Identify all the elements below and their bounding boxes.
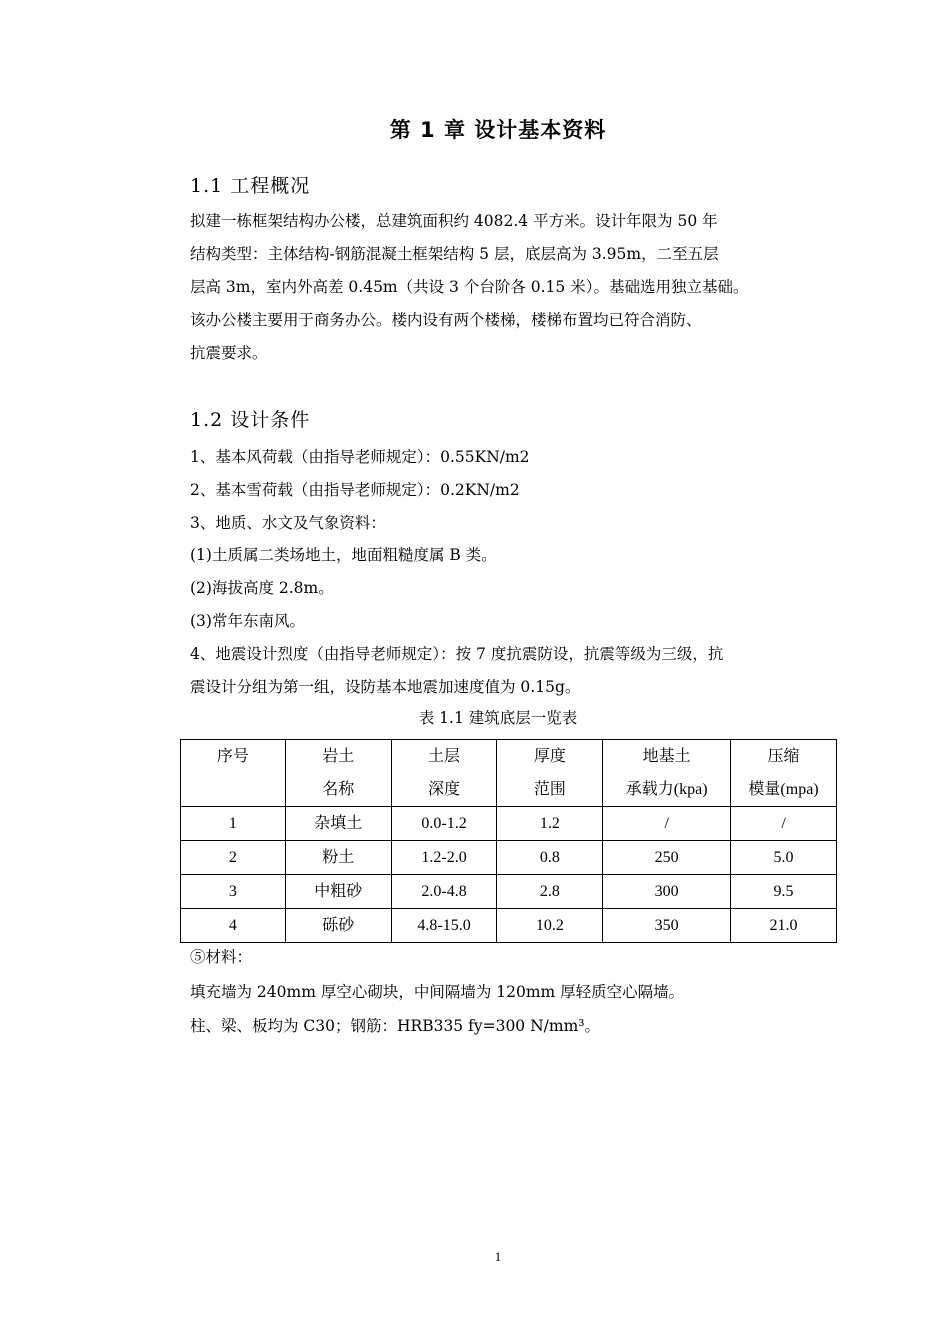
table-cell: 1 — [181, 807, 286, 841]
header-cell-compression-modulus: 压缩 模量(mpa) — [731, 740, 837, 807]
table-row — [181, 909, 837, 943]
condition-item-4: (1)土质属二类场地土，地面粗糙度属 B 类。 — [190, 546, 497, 564]
table-cell: 粉土 — [285, 841, 391, 875]
condition-item-7: 4、地震设计烈度（由指导老师规定）：按 7 度抗震防设，抗震等级为三级，抗 — [190, 645, 724, 663]
materials-heading: ⑤材料： — [190, 948, 253, 966]
table-cell: 0.8 — [497, 841, 603, 875]
overview-line-1: 拟建一栋框架结构办公楼，总建筑面积约 4082.4 平方米。设计年限为 50 年 — [190, 212, 718, 230]
table-cell: 杂填土 — [285, 807, 391, 841]
table-caption: 表 1.1 建筑底层一览表 — [418, 709, 578, 727]
condition-item-2: 2、基本雪荷载（由指导老师规定）：0.2KN/m2 — [190, 481, 520, 499]
condition-item-8: 震设计分组为第一组，设防基本地震加速度值为 0.15g。 — [190, 678, 581, 696]
table-cell: / — [731, 807, 837, 841]
table-cell: 9.5 — [731, 875, 837, 909]
overview-line-4: 该办公楼主要用于商务办公。楼内设有两个楼梯，楼梯布置均已符合消防、 — [190, 311, 702, 329]
overview-line-2: 结构类型：主体结构-钢筋混凝土框架结构 5 层，底层高为 3.95m，二至五层 — [190, 245, 719, 263]
table-cell: / — [603, 807, 731, 841]
table-cell: 4.8-15.0 — [391, 909, 497, 943]
table-cell: 0.0-1.2 — [391, 807, 497, 841]
table-row — [181, 875, 837, 909]
header-cell-thickness: 厚度 范围 — [497, 740, 603, 807]
condition-item-1: 1、基本风荷载（由指导老师规定）：0.55KN/m2 — [190, 448, 530, 466]
table-cell: 10.2 — [497, 909, 603, 943]
condition-item-6: (3)常年东南风。 — [190, 612, 305, 630]
overview-line-3: 层高 3m，室内外高差 0.45m（共设 3 个台阶各 0.15 米）。基础选用独立基础。 — [190, 278, 749, 296]
table-cell: 2.8 — [497, 875, 603, 909]
table-cell: 5.0 — [731, 841, 837, 875]
table-cell: 2.0-4.8 — [391, 875, 497, 909]
materials-line-2: 柱、梁、板均为 C30；钢筋：HRB335 fy=300 N/mm³。 — [190, 1017, 600, 1035]
materials-line-1: 填充墙为 240mm 厚空心砌块，中间隔墙为 120mm 厚轻质空心隔墙。 — [190, 983, 685, 1001]
header-cell-soil-name: 岩土 名称 — [285, 740, 391, 807]
table-cell: 1.2 — [497, 807, 603, 841]
table-cell: 中粗砂 — [285, 875, 391, 909]
table-cell: 砾砂 — [285, 909, 391, 943]
table-cell: 4 — [181, 909, 286, 943]
section-heading-1-2: 1.2 设计条件 — [190, 409, 311, 431]
strata-table — [180, 739, 837, 943]
table-row — [181, 807, 837, 841]
section-heading-1-1: 1.1 工程概况 — [190, 175, 311, 197]
table-cell: 3 — [181, 875, 286, 909]
table-cell: 350 — [603, 909, 731, 943]
table-header-row — [181, 740, 837, 807]
chapter-title: 第 1 章 设计基本资料 — [389, 118, 607, 142]
header-cell-depth: 土层 深度 — [391, 740, 497, 807]
table-cell: 2 — [181, 841, 286, 875]
table-cell: 21.0 — [731, 909, 837, 943]
header-cell-index: 序号 — [181, 740, 286, 807]
table-cell: 300 — [603, 875, 731, 909]
condition-item-3: 3、地质、水文及气象资料： — [190, 514, 386, 532]
overview-line-5: 抗震要求。 — [190, 344, 268, 362]
header-cell-bearing-capacity: 地基土 承载力(kpa) — [603, 740, 731, 807]
page-number: 1 — [494, 1249, 502, 1264]
table-cell: 1.2-2.0 — [391, 841, 497, 875]
condition-item-5: (2)海拔高度 2.8m。 — [190, 579, 334, 597]
table-row — [181, 841, 837, 875]
table-cell: 250 — [603, 841, 731, 875]
